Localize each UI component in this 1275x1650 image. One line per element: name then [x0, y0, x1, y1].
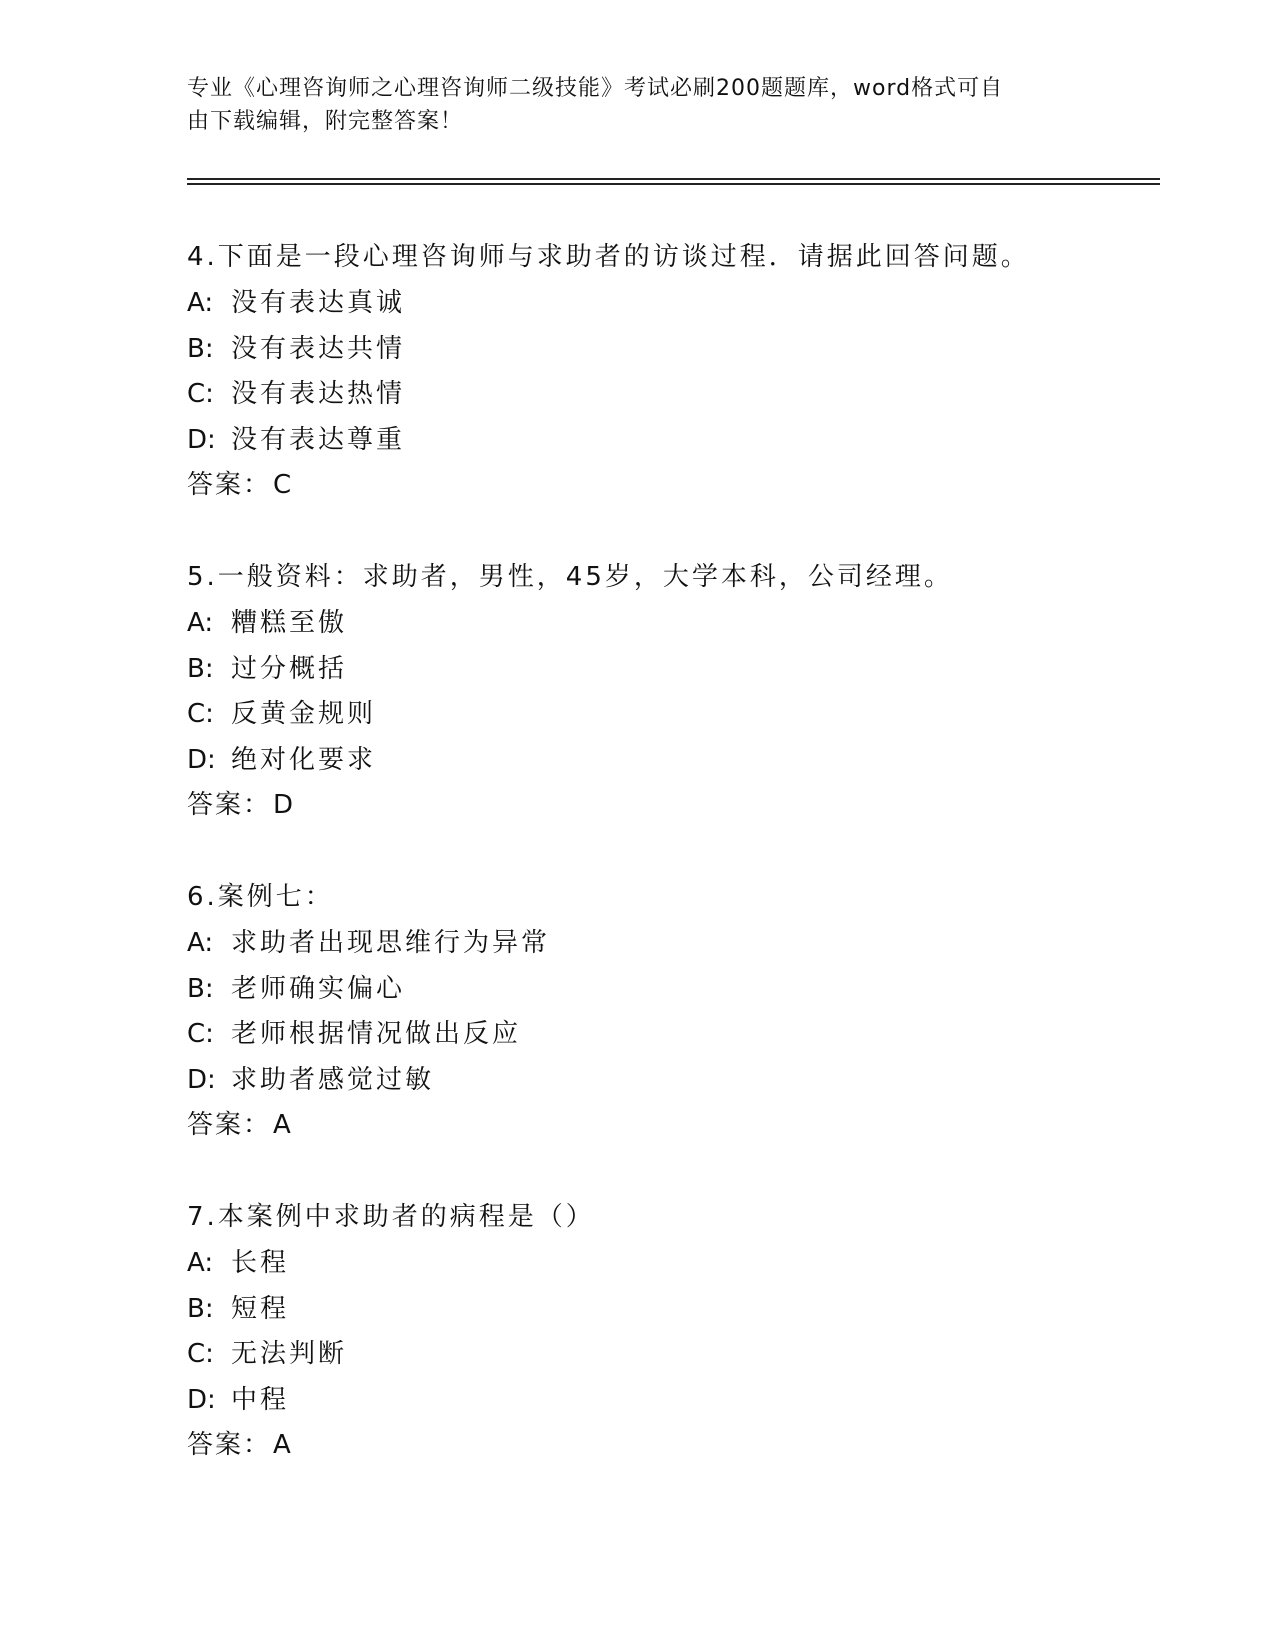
question-block [187, 1195, 1147, 1515]
question-stem: 4.下面是一段心理咨询师与求助者的访谈过程．请据此回答问题。 [187, 242, 1030, 272]
question-block [187, 235, 1147, 555]
answer-value: A [273, 1110, 291, 1140]
option-d [187, 418, 1147, 464]
option-key: B: [187, 653, 214, 684]
option-c [187, 692, 1147, 738]
answer-line [187, 1423, 1147, 1469]
answer-line [187, 463, 1147, 509]
option-text: 长程 [231, 1248, 290, 1278]
option-key: A: [187, 288, 214, 318]
header-line-2: 由下载编辑，附完整答案！ [187, 109, 464, 134]
option-b [187, 327, 1147, 373]
option-key: D: [187, 424, 216, 455]
option-d [187, 1058, 1147, 1104]
question-stem: 5.一般资料：求助者，男性，45岁，大学本科，公司经理。 [187, 562, 953, 592]
option-d [187, 1378, 1147, 1424]
option-text: 无法判断 [231, 1339, 348, 1369]
option-d [187, 738, 1147, 784]
option-a [187, 281, 1147, 327]
question-block [187, 875, 1147, 1195]
option-a [187, 601, 1147, 647]
option-b [187, 967, 1147, 1013]
option-key: C: [187, 1339, 214, 1369]
option-key: D: [187, 1064, 216, 1095]
option-key: D: [187, 744, 216, 775]
answer-label: 答案： [187, 1430, 272, 1460]
answer-label: 答案： [187, 470, 272, 500]
option-a [187, 1241, 1147, 1287]
option-c [187, 1012, 1147, 1058]
option-key: B: [187, 333, 214, 364]
option-text: 没有表达共情 [231, 333, 406, 364]
option-key: C: [187, 1019, 214, 1049]
question-block [187, 555, 1147, 875]
option-text: 没有表达热情 [231, 379, 406, 409]
option-c [187, 372, 1147, 418]
option-text: 老师根据情况做出反应 [231, 1019, 522, 1049]
option-text: 中程 [231, 1384, 290, 1415]
option-text: 没有表达真诚 [231, 288, 406, 318]
question-stem: 7.本案例中求助者的病程是（） [187, 1202, 595, 1232]
option-text: 绝对化要求 [231, 744, 377, 775]
answer-line [187, 1103, 1147, 1149]
question-list [187, 235, 1147, 1515]
option-b [187, 647, 1147, 693]
answer-value: A [273, 1430, 291, 1460]
document-header [187, 72, 1067, 138]
option-key: D: [187, 1384, 216, 1415]
answer-label: 答案： [187, 790, 272, 820]
option-key: A: [187, 1248, 214, 1278]
header-line-1: 专业《心理咨询师之心理咨询师二级技能》考试必刷200题题库，word格式可自 [187, 76, 1004, 101]
question-stem: 6.案例七： [187, 882, 334, 912]
answer-line [187, 783, 1147, 829]
header-divider-top [187, 178, 1160, 180]
option-key: C: [187, 379, 214, 409]
option-text: 求助者出现思维行为异常 [231, 928, 551, 958]
header-divider-bottom [187, 183, 1160, 185]
answer-value: C [273, 470, 292, 500]
option-text: 糟糕至傲 [231, 608, 348, 638]
option-text: 没有表达尊重 [231, 424, 406, 455]
option-key: B: [187, 1293, 214, 1324]
answer-value: D [273, 790, 294, 820]
option-key: B: [187, 973, 214, 1004]
option-text: 反黄金规则 [231, 699, 377, 729]
answer-label: 答案： [187, 1110, 272, 1140]
option-text: 求助者感觉过敏 [231, 1064, 435, 1095]
option-c [187, 1332, 1147, 1378]
option-key: A: [187, 608, 214, 638]
option-key: C: [187, 699, 214, 729]
option-text: 短程 [231, 1293, 290, 1324]
option-key: A: [187, 928, 214, 958]
option-b [187, 1287, 1147, 1333]
option-text: 过分概括 [231, 653, 348, 684]
option-text: 老师确实偏心 [231, 973, 406, 1004]
option-a [187, 921, 1147, 967]
